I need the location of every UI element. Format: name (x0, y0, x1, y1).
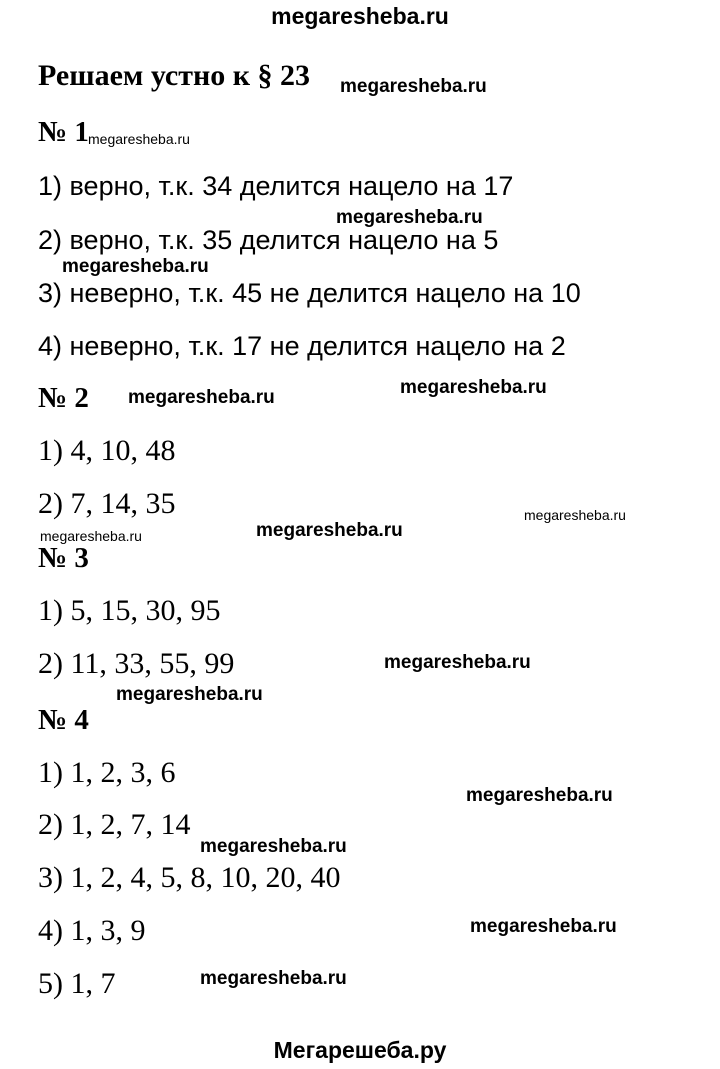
task-4-item-5: 5) 1, 7 (38, 967, 116, 1000)
task-2-item-2: 2) 7, 14, 35 (38, 487, 176, 520)
watermark: megaresheba.ru (400, 377, 547, 398)
watermark: megaresheba.ru (128, 387, 275, 408)
watermark: megaresheba.ru (466, 785, 613, 806)
page-title: Решаем устно к § 23 (38, 59, 311, 92)
watermark: megaresheba.ru (200, 836, 347, 857)
watermark: megaresheba.ru (40, 528, 142, 544)
watermark: megaresheba.ru (256, 520, 403, 541)
watermark: megaresheba.ru (116, 684, 263, 705)
task-4-heading: № 4 (38, 704, 89, 736)
task-1-item-2: 2) верно, т.к. 35 делится нацело на 5 (38, 225, 499, 255)
task-1-item-1: 1) верно, т.к. 34 делится нацело на 17 (38, 171, 514, 201)
task-2-item-1: 1) 4, 10, 48 (38, 434, 176, 467)
footer-site-name: Мегарешеба.ру (273, 1037, 447, 1063)
watermark: megaresheba.ru (384, 652, 531, 673)
task-3-item-2: 2) 11, 33, 55, 99 (38, 647, 235, 680)
task-4-item-1: 1) 1, 2, 3, 6 (38, 756, 176, 789)
task-1-heading: № 1 (38, 116, 89, 148)
header-site-name: megaresheba.ru (271, 3, 449, 29)
watermark: megaresheba.ru (340, 76, 487, 97)
task-1-item-4: 4) неверно, т.к. 17 не делится нацело на 2 (38, 331, 566, 361)
task-3-item-1: 1) 5, 15, 30, 95 (38, 594, 221, 627)
watermark: megaresheba.ru (88, 131, 190, 147)
task-3-heading: № 3 (38, 542, 89, 574)
watermark: megaresheba.ru (470, 916, 617, 937)
watermark: megaresheba.ru (336, 207, 483, 228)
watermark: megaresheba.ru (62, 256, 209, 277)
task-4-item-4: 4) 1, 3, 9 (38, 914, 146, 947)
task-2-heading: № 2 (38, 382, 89, 414)
task-4-item-2: 2) 1, 2, 7, 14 (38, 808, 191, 841)
task-1-item-3: 3) неверно, т.к. 45 не делится нацело на 10 (38, 278, 581, 308)
watermark: megaresheba.ru (200, 968, 347, 989)
watermark: megaresheba.ru (524, 507, 626, 523)
task-4-item-3: 3) 1, 2, 4, 5, 8, 10, 20, 40 (38, 861, 341, 894)
